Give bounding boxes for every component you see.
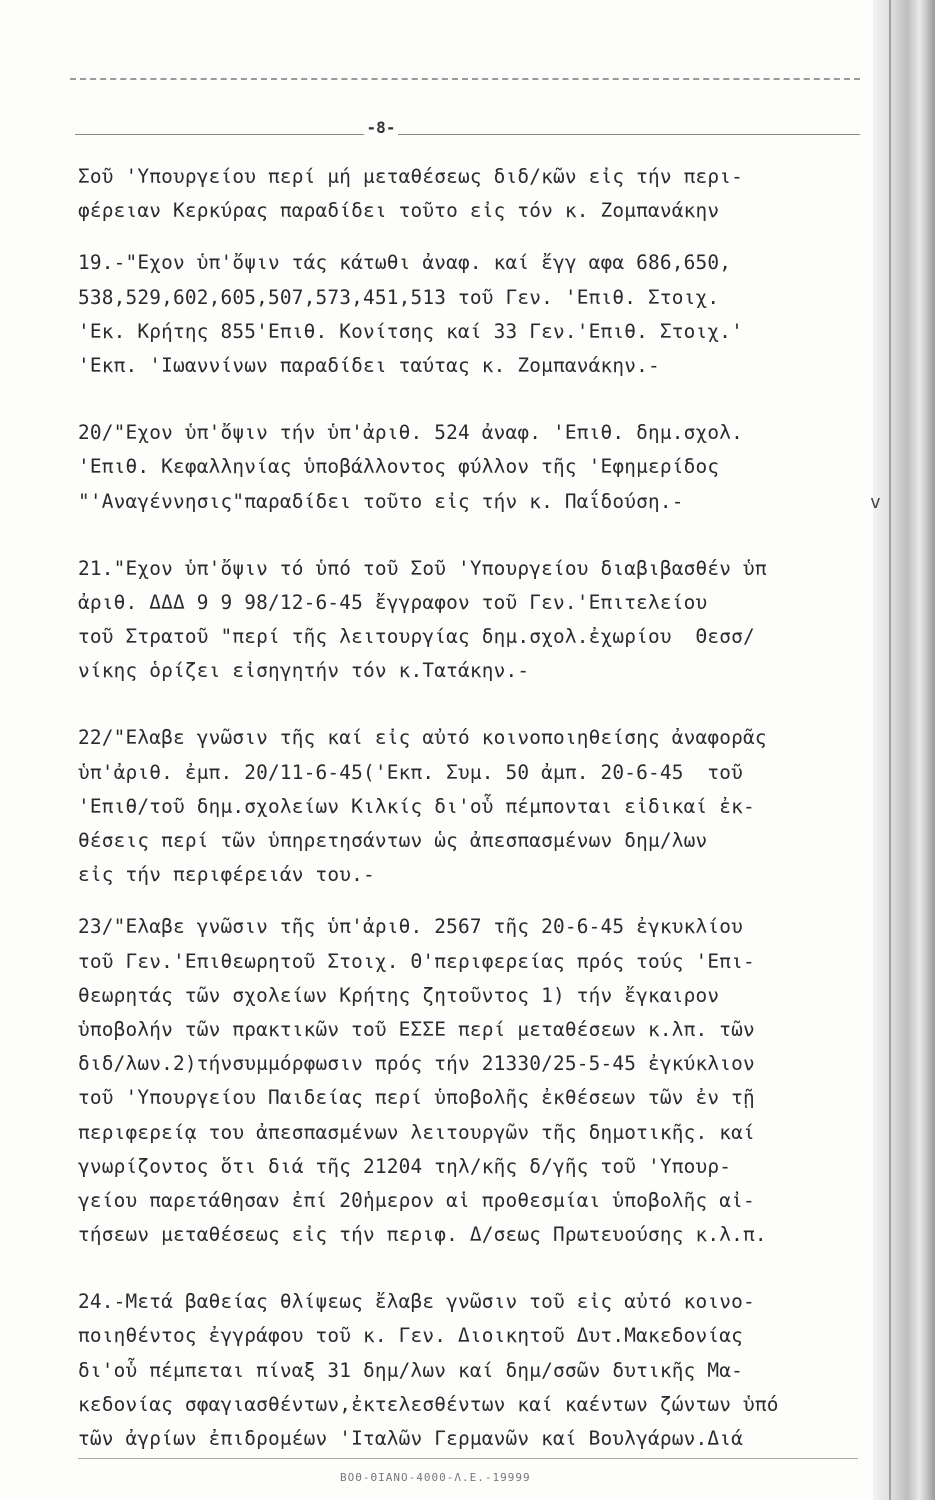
text-line: 21."Εχον ὑπ'ὄψιν τό ὑπό τοῦ Σοῦ 'Υπουργείου διαβιβασθέν ὑπ [78,556,767,580]
paragraph-21 [78,552,868,689]
text-line: τοῦ Γεν.'Επιθεωρητοῦ Στοιχ. Θ'περιφερείας πρός τούς 'Επι- [78,949,755,973]
page-number: -8- [364,118,398,137]
text-line: ἀριθ. ΔΔΔ 9 9 98/12-6-45 ἔγγραφον τοῦ Γεν.'Επιτελείου [78,590,708,614]
text-line: ὑποβολήν τῶν πρακτικῶν τοῦ ΕΣΣΕ περί μεταθέσεων κ.λπ. τῶν [78,1017,755,1041]
scan-binding-shadow [873,0,935,1500]
text-line: κεδονίας σφαγιασθέντων,ἐκτελεσθέντων καί καέντων ζώντων ὑπό [78,1392,779,1416]
paragraph-22 [78,721,868,892]
text-line: 'Επιθ/τοῦ δημ.σχολείων Κιλκίς δι'οὗ πέμπονται εἰδικαί ἐκ- [78,794,755,818]
text-line: περιφερείᾳ του ἀπεσπασμένων λειτουργῶν τῆς δημοτικῆς. καί [78,1120,755,1144]
text-line: 23/"Ελαβε γνῶσιν τῆς ὑπ'ἀριθ. 2567 τῆς 20-6-45 ἐγκυκλίου [78,915,743,939]
text-line: 19.-"Εχον ὑπ'ὄψιν τάς κάτωθι ἀναφ. καί ἔγγ αφα 686,650, [78,251,732,275]
text-line: ποιηθέντος ἐγγράφου τοῦ κ. Γεν. Διοικητοῦ Δυτ.Μακεδονίας [78,1324,743,1348]
header-rule [75,134,860,135]
bottom-rule [78,1458,858,1459]
text-line: θέσεις περί τῶν ὑπηρετησάντων ὡς ἀπεσπασμένων δημ/λων [78,829,708,852]
text-line: τοῦ Στρατοῦ "περί τῆς λειτουργίας δημ.σχολ.ἐχωρίου Θεσσ/ [78,625,755,649]
text-line: 'Εκ. Κρήτης 855'Επιθ. Κονίτσης καί 33 Γεν.'Επιθ. Στοιχ.' [78,319,743,343]
scan-edge-line [889,0,891,1500]
text-line: εἰς τήν περιφέρειάν του.- [78,863,375,887]
text-line: δι'οὗ πέμπεται πίναξ 31 δημ/λων καί δημ/σσῶν δυτικῆς Μα- [78,1358,743,1382]
typed-body-text [78,160,868,1456]
text-line: τοῦ 'Υπουργείου Παιδείας περί ὑποβολῆς ἐκθέσεων τῶν ἐν τῇ [78,1086,755,1110]
margin-checkmark: v [870,492,881,513]
text-line: θεωρητάς τῶν σχολείων Κρήτης ζητοῦντος 1) τήν ἔγκαιρον [78,983,720,1007]
text-line: γείου παρετάθησαν ἐπί 20ἡμερον αἱ προθεσμίαι ὑποβολῆς αἰ- [78,1188,755,1212]
text-line: 'Επιθ. Κεφαλληνίας ὑποβάλλοντος φύλλον τῆς 'Εφημερίδος [78,455,720,479]
paragraph-24 [78,1285,868,1456]
text-line: 24.-Μετά βαθείας θλίψεως ἔλαβε γνῶσιν τοῦ εἰς αὐτό κοινο- [78,1290,755,1314]
text-line: 22/"Ελαβε γνῶσιν τῆς καί εἰς αὐτό κοινοποιηθείσης ἀναφορᾶς [78,726,767,750]
text-line: 20/"Εχον ὑπ'ὄψιν τήν ὑπ'ἀριθ. 524 ἀναφ. 'Επιθ. δημ.σχολ. [78,421,743,445]
text-line: τῶν ἀγρίων ἐπιδρομέων 'Ιταλῶν Γερμανῶν καί Βουλγάρων.Διά [78,1427,743,1450]
text-line: ὑπ'ἀριθ. ἐμπ. 20/11-6-45('Εκπ. Συμ. 50 ἀμπ. 20-6-45 τοῦ [78,760,743,784]
text-line: διδ/λων.2)τήνσυμμόρφωσιν πρός τήν 21330/25-5-45 ἐγκύκλιον [78,1052,755,1076]
text-line: γνωρίζοντος ὅτι διά τῆς 21204 τηλ/κῆς δ/γῆς τοῦ 'Υπουρ- [78,1154,732,1178]
text-line: τήσεων μεταθέσεως εἰς τήν περιφ. Δ/σεως Πρωτευούσης κ.λ.π. [78,1223,767,1247]
top-dashed-rule [70,78,860,80]
footer-print-code: ΒΟΘ-ΘΙΑΝΟ-4000-Λ.Ε.-19999 [340,1471,531,1484]
paragraph-23 [78,910,868,1252]
text-line: φέρειαν Κερκύρας παραδίδει τοῦτο εἰς τόν κ. Ζομπανάκην [78,199,720,223]
text-line: νίκης ὁρίζει εἰσηγητήν τόν κ.Τατάκην.- [78,659,530,683]
text-line: Σοῦ 'Υπουργείου περί μή μεταθέσεως διδ/κῶν εἰς τήν περι- [78,165,743,188]
paragraph-19 [78,246,868,383]
text-line: 'Εκπ. 'Ιωαννίνων παραδίδει ταύτας κ. Ζομπανάκην.- [78,353,660,377]
text-line: "'Αναγέννησις"παραδίδει τοῦτο εἰς τήν κ. Παΐδούση.- [78,489,684,513]
text-line: 538,529,602,605,507,573,451,513 τοῦ Γεν. 'Επιθ. Στοιχ. [78,285,720,309]
paragraph-intro [78,160,868,228]
paragraph-20 [78,416,868,519]
